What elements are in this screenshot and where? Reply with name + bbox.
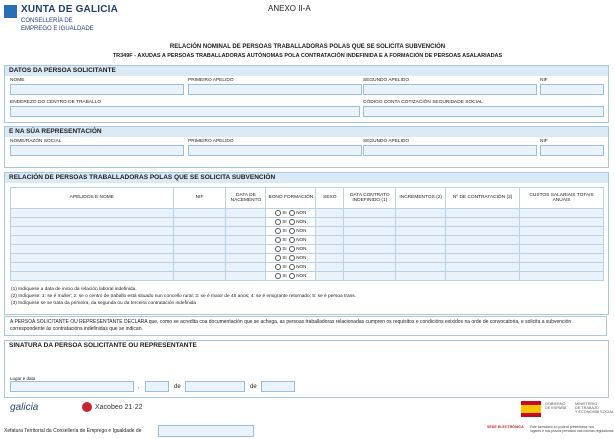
non-label: NON xyxy=(296,210,307,216)
non-label: NON xyxy=(296,246,307,252)
note-2: (2) Indíquese: 1: se é muller; 2: se o centro de traballo está situado nun concello rural; 3: se é maior de 45 anos; 4: se é emigrante retornado; 5: se é persoa trans. xyxy=(11,294,357,299)
xacobeo-logo: Xacobeo 21·22 xyxy=(95,404,143,411)
nif-cell[interactable] xyxy=(173,218,226,227)
data-nacemento-cell[interactable] xyxy=(226,254,266,263)
col-data-contrato: DATA CONTRATO INDEFINIDO (1) xyxy=(344,188,396,209)
label-enderezo: ENDEREZO DO CENTRO DE TRABALLO xyxy=(10,100,102,105)
data-contrato-cell[interactable] xyxy=(344,218,396,227)
document-title: RELACIÓN NOMINAL DE PERSOAS TRABALLADORAS POLAS QUE SE SOLICITA SUBVENCIÓN xyxy=(169,44,446,50)
nif-cell[interactable] xyxy=(173,263,226,272)
radio-si[interactable] xyxy=(275,219,281,225)
anexo-label: ANEXO II-A xyxy=(268,4,311,13)
si-label: SI xyxy=(282,228,287,234)
table-row xyxy=(11,245,604,254)
radio-si[interactable] xyxy=(275,255,281,261)
galicia-logo: galicia xyxy=(10,402,39,413)
table-row xyxy=(11,209,604,218)
radio-non[interactable] xyxy=(289,273,295,279)
label-nome: NOME xyxy=(10,78,25,83)
non-label: NON xyxy=(296,219,307,225)
data-nacemento-cell[interactable] xyxy=(226,236,266,245)
sede-note xyxy=(530,425,614,433)
sede-note-line2: lugares e nos prazos previstos nas normas reguladoras xyxy=(530,429,614,433)
non-label: NON xyxy=(296,255,307,261)
nif-field[interactable] xyxy=(540,84,604,95)
ministerio-line3: Y ECONOMÍA SOCIAL xyxy=(575,410,614,415)
radio-si[interactable] xyxy=(275,273,281,279)
label-segundo-apelido: SEGUNDO APELIDO xyxy=(363,78,410,83)
sexo-cell[interactable] xyxy=(316,218,344,227)
section-solicitante xyxy=(4,65,609,123)
rep-segundo-apelido-field[interactable] xyxy=(363,145,537,156)
table-row xyxy=(11,263,604,272)
label-nif: NIF xyxy=(540,139,548,144)
data-nacemento-cell[interactable] xyxy=(226,209,266,218)
declaration-text: A PERSOA SOLICITANTE OU REPRESENTANTE DECLARA que, como se acredita coa documentación que se achega, as persoas traballadoras relacionadas cumpren os requisitos e condicións exixidos na orde de convocatoria, e solicita a subvención correspondente ás contratacións indefinidas que se indican. xyxy=(4,316,607,336)
nif-cell[interactable] xyxy=(173,245,226,254)
radio-si[interactable] xyxy=(275,264,281,270)
non-label: NON xyxy=(296,264,307,270)
section-heading: E NA SÚA REPRESENTACIÓN xyxy=(5,127,608,137)
document-subtitle: TR349F - AXUDAS A PERSOAS TRABALLADORAS AUTÓNOMAS POLA CONTRATACIÓN INDEFINIDA E A FORMACIÓN DE PERSOAS ASALARIADAS xyxy=(112,53,503,59)
table-row xyxy=(11,227,604,236)
sede-note-line1: Este formulario só poderá presentarse nos xyxy=(530,425,595,429)
data-contrato-cell[interactable] xyxy=(344,272,396,281)
si-label: SI xyxy=(282,210,287,216)
incrementos-cell[interactable] xyxy=(396,209,446,218)
si-label: SI xyxy=(282,246,287,252)
ano-field[interactable] xyxy=(261,381,295,392)
nome-razon-field[interactable] xyxy=(10,145,184,156)
apelidos-cell[interactable] xyxy=(11,209,174,218)
sexo-cell[interactable] xyxy=(316,272,344,281)
note-3: (3) Indíquese se se trata da primeira, da segunda ou da terceira contratación indefinida xyxy=(11,301,197,306)
table-row xyxy=(11,272,604,281)
label-lugar-data: Lugar e data xyxy=(10,376,36,381)
de-label-1: de xyxy=(174,384,181,390)
note-1: (1) Indíquese a data de inicio da relación laboral indefinida. xyxy=(11,287,137,292)
ministerio-line1: MINISTERIO xyxy=(575,402,598,406)
data-contrato-cell[interactable] xyxy=(344,227,396,236)
sexo-cell[interactable] xyxy=(316,254,344,263)
nif-cell[interactable] xyxy=(173,272,226,281)
radio-si[interactable] xyxy=(275,237,281,243)
ministerio-logo xyxy=(575,402,614,415)
logo-line2: EMPREGO E IGUALDADE xyxy=(21,26,94,32)
custos-cell[interactable] xyxy=(520,227,604,236)
nif-cell[interactable] xyxy=(173,209,226,218)
table-row xyxy=(11,254,604,263)
radio-non[interactable] xyxy=(289,228,295,234)
col-custos: CUSTOS SALARIAIS TOTAIS ANUAIS xyxy=(520,188,604,209)
label-codigo-conta: CÓDIGO CONTA COTIZACIÓN SEGURIDADE SOCIAL xyxy=(363,100,483,105)
logo-title: XUNTA DE GALICIA xyxy=(21,4,119,15)
n-contratacion-cell[interactable] xyxy=(446,236,520,245)
col-n-contratacion: Nº DE CONTRATACIÓN (3) xyxy=(446,188,520,209)
radio-non[interactable] xyxy=(289,255,295,261)
si-label: SI xyxy=(282,273,287,279)
label-segundo-apelido: SEGUNDO APELIDO xyxy=(363,139,410,144)
data-nacemento-cell[interactable] xyxy=(226,227,266,236)
section-representacion xyxy=(4,126,609,168)
n-contratacion-cell[interactable] xyxy=(446,254,520,263)
label-primeiro-apelido: PRIMEIRO APELIDO xyxy=(188,139,234,144)
data-nacemento-cell[interactable] xyxy=(226,263,266,272)
radio-non[interactable] xyxy=(289,219,295,225)
rep-nif-field[interactable] xyxy=(540,145,604,156)
nif-cell[interactable] xyxy=(173,227,226,236)
nome-field[interactable] xyxy=(10,84,184,95)
incrementos-cell[interactable] xyxy=(396,272,446,281)
col-bono-formacion: BONO FORMACIÓN xyxy=(266,188,316,209)
ministerio-line2: DE TRABAJO xyxy=(575,406,599,411)
n-contratacion-cell[interactable] xyxy=(446,272,520,281)
label-nome-razon: NOME/RAZÓN SOCIAL xyxy=(10,139,62,144)
section-sinatura xyxy=(4,340,609,398)
incrementos-cell[interactable] xyxy=(396,254,446,263)
custos-cell[interactable] xyxy=(520,263,604,272)
gobierno-line2: DE ESPAÑA xyxy=(545,406,567,411)
incrementos-cell[interactable] xyxy=(396,218,446,227)
radio-non[interactable] xyxy=(289,246,295,252)
col-data-nacemento: DATA DE NACEMENTO xyxy=(226,188,266,209)
data-contrato-cell[interactable] xyxy=(344,254,396,263)
label-primeiro-apelido: PRIMEIRO APELIDO xyxy=(188,78,234,83)
primeiro-apelido-field[interactable] xyxy=(188,84,362,95)
lugar-field[interactable] xyxy=(10,381,134,392)
nif-cell[interactable] xyxy=(173,254,226,263)
label-nif: NIF xyxy=(540,78,548,83)
n-contratacion-cell[interactable] xyxy=(446,209,520,218)
table-row xyxy=(11,218,604,227)
col-incrementos: INCREMENTOS (2) xyxy=(396,188,446,209)
xefatura-label: Xefatura Territorial da Consellería de Emprego e Igualdade de xyxy=(4,428,142,434)
radio-non[interactable] xyxy=(289,264,295,270)
non-label: NON xyxy=(296,273,307,279)
radio-si[interactable] xyxy=(275,246,281,252)
xunta-cross-icon xyxy=(4,5,17,18)
col-sexo: SEXO xyxy=(316,188,344,209)
sexo-cell[interactable] xyxy=(316,236,344,245)
de-label-2: de xyxy=(250,384,257,390)
dia-field[interactable] xyxy=(145,381,169,392)
n-contratacion-cell[interactable] xyxy=(446,245,520,254)
data-nacemento-cell[interactable] xyxy=(226,218,266,227)
si-label: SI xyxy=(282,255,287,261)
bono-cell xyxy=(266,245,316,254)
spain-flag-icon xyxy=(521,401,541,417)
data-contrato-cell[interactable] xyxy=(344,236,396,245)
comma: , xyxy=(138,384,140,390)
incrementos-cell[interactable] xyxy=(396,236,446,245)
radio-si[interactable] xyxy=(275,228,281,234)
codigo-conta-field[interactable] xyxy=(363,106,604,117)
mes-field[interactable] xyxy=(185,381,245,392)
sexo-cell[interactable] xyxy=(316,263,344,272)
sexo-cell[interactable] xyxy=(316,227,344,236)
data-contrato-cell[interactable] xyxy=(344,245,396,254)
data-nacemento-cell[interactable] xyxy=(226,272,266,281)
section-heading: SINATURA DA PERSOA SOLICITANTE OU REPRESENTANTE xyxy=(5,341,608,351)
segundo-apelido-field[interactable] xyxy=(363,84,537,95)
data-contrato-cell[interactable] xyxy=(344,209,396,218)
enderezo-field[interactable] xyxy=(10,106,360,117)
custos-cell[interactable] xyxy=(520,254,604,263)
bono-cell xyxy=(266,209,316,218)
apelidos-cell[interactable] xyxy=(11,245,174,254)
si-label: SI xyxy=(282,219,287,225)
gobierno-line1: GOBIERNO xyxy=(545,402,566,406)
section-relacion xyxy=(4,172,609,315)
custos-cell[interactable] xyxy=(520,272,604,281)
custos-cell[interactable] xyxy=(520,209,604,218)
apelidos-cell[interactable] xyxy=(11,227,174,236)
non-label: NON xyxy=(296,228,307,234)
sexo-cell[interactable] xyxy=(316,209,344,218)
custos-cell[interactable] xyxy=(520,236,604,245)
apelidos-cell[interactable] xyxy=(11,236,174,245)
apelidos-cell[interactable] xyxy=(11,272,174,281)
gobierno-logo xyxy=(545,402,566,410)
col-apelidos: APELIDOS E NOME xyxy=(11,188,174,209)
workers-table xyxy=(10,187,604,281)
si-label: SI xyxy=(282,264,287,270)
radio-si[interactable] xyxy=(275,210,281,216)
incrementos-cell[interactable] xyxy=(396,245,446,254)
logo-line1: CONSELLERÍA DE xyxy=(21,18,73,24)
radio-non[interactable] xyxy=(289,237,295,243)
bono-cell xyxy=(266,263,316,272)
bono-cell xyxy=(266,227,316,236)
section-heading: DATOS DA PERSOA SOLICITANTE xyxy=(5,66,608,76)
n-contratacion-cell[interactable] xyxy=(446,218,520,227)
section-heading: RELACIÓN DE PERSOAS TRABALLADORAS POLAS QUE SE SOLICITA SUBVENCIÓN xyxy=(5,173,608,183)
bono-cell xyxy=(266,272,316,281)
bono-cell xyxy=(266,254,316,263)
apelidos-cell[interactable] xyxy=(11,254,174,263)
n-contratacion-cell[interactable] xyxy=(446,263,520,272)
table-row xyxy=(11,236,604,245)
apelidos-cell[interactable] xyxy=(11,218,174,227)
xunta-logo xyxy=(4,3,124,37)
non-label: NON xyxy=(296,237,307,243)
bono-cell xyxy=(266,218,316,227)
custos-cell[interactable] xyxy=(520,218,604,227)
apelidos-cell[interactable] xyxy=(11,263,174,272)
si-label: SI xyxy=(282,237,287,243)
custos-cell[interactable] xyxy=(520,245,604,254)
sexo-cell[interactable] xyxy=(316,245,344,254)
bono-cell xyxy=(266,236,316,245)
xefatura-field[interactable] xyxy=(158,425,254,437)
xacobeo-icon xyxy=(82,402,92,412)
nif-cell[interactable] xyxy=(173,236,226,245)
rep-primeiro-apelido-field[interactable] xyxy=(188,145,362,156)
incrementos-cell[interactable] xyxy=(396,227,446,236)
data-contrato-cell[interactable] xyxy=(344,263,396,272)
radio-non[interactable] xyxy=(289,210,295,216)
n-contratacion-cell[interactable] xyxy=(446,227,520,236)
col-nif: NIF xyxy=(173,188,226,209)
sede-label: SEDE ELECTRÓNICA xyxy=(487,425,524,429)
data-nacemento-cell[interactable] xyxy=(226,245,266,254)
incrementos-cell[interactable] xyxy=(396,263,446,272)
